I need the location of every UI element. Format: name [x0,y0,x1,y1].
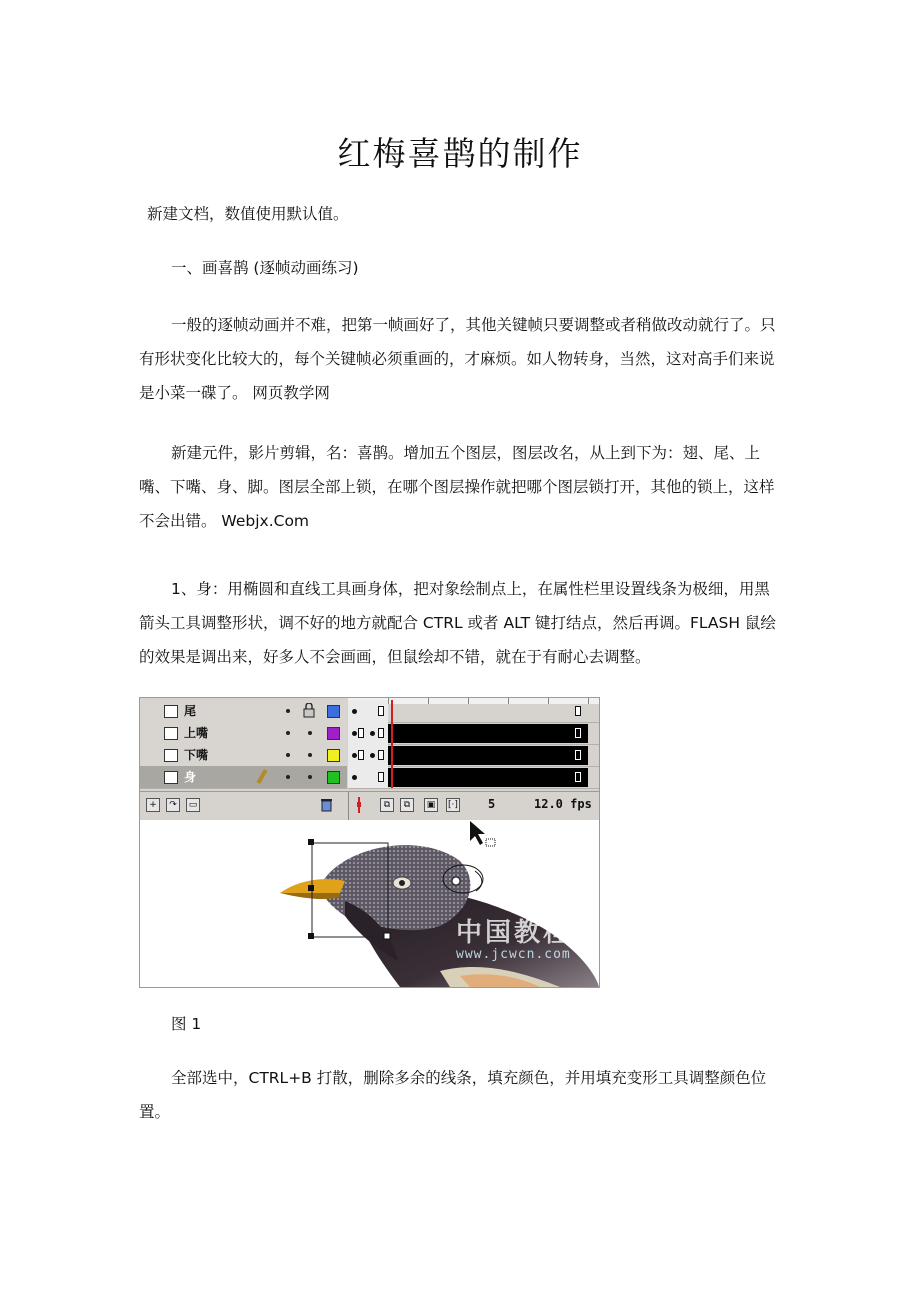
visibility-dot[interactable] [286,753,290,757]
timeline-toolbar [140,791,599,820]
frame-strip[interactable] [348,722,599,745]
watermark-url: www.jcwcn.com [456,947,571,962]
lock-dot[interactable] [308,753,312,757]
layer-row-lower-beak[interactable] [140,744,347,767]
layer-row-body[interactable] [140,766,347,789]
pencil-icon [257,769,268,784]
add-layer-icon[interactable]: + [146,798,160,812]
frame-strip[interactable] [348,766,599,789]
add-guide-layer-icon[interactable]: ↷ [166,798,180,812]
lock-dot[interactable] [308,775,312,779]
layer-color-swatch[interactable] [327,705,340,718]
magpie-drawing [140,821,599,987]
center-frame-icon[interactable] [354,797,364,813]
trash-icon[interactable] [320,798,333,812]
section-heading: 一、画喜鹊 (逐帧动画练习) [171,259,359,277]
figure-flash-screenshot [139,697,600,988]
layer-icon [164,749,178,762]
paragraph-fill: 全部选中，CTRL+B 打散，删除多余的线条，填充颜色，并用填充变形工具调整颜色位置。 [139,1069,767,1121]
frame-strip[interactable] [348,744,599,767]
modify-onion-markers-icon[interactable]: [·] [446,798,460,812]
watermark-chinese: 中国教程 [456,918,573,948]
lock-dot[interactable] [308,731,312,735]
layer-color-swatch[interactable] [327,727,340,740]
visibility-dot[interactable] [286,731,290,735]
paragraph-layers: 新建元件，影片剪辑，名：喜鹊。增加五个图层，图层改名，从上到下为：翅、尾、上嘴、下嘴、身、脚。图层全部上锁，在哪个图层操作就把哪个图层锁打开，其他的锁上，这样不会出错。 Webjx.Com [139,444,775,530]
timeline-panel [140,698,599,820]
layer-name: 上嘴 [184,726,209,740]
layer-icon [164,727,178,740]
edit-multiple-frames-icon[interactable]: ▣ [424,798,438,812]
layer-color-swatch[interactable] [327,749,340,762]
layer-color-swatch[interactable] [327,771,340,784]
layer-row-upper-beak[interactable] [140,722,347,745]
frame-rate: 12.0 fps [534,797,592,811]
layer-icon [164,771,178,784]
layer-icon [164,705,178,718]
current-frame: 5 [488,797,496,811]
lock-icon[interactable] [303,703,315,718]
paragraph-new-doc: 新建文档，数值使用默认值。 [147,205,349,223]
add-folder-icon[interactable]: ▭ [186,798,200,812]
layer-name: 下嘴 [184,748,209,762]
onion-skin-icon[interactable]: ⧉ [380,798,394,812]
layer-name: 尾 [184,704,197,718]
visibility-dot[interactable] [286,775,290,779]
frame-strip[interactable] [348,700,599,723]
layer-row-tail[interactable] [140,700,347,723]
paragraph-body-step: 1、身：用椭圆和直线工具画身体，把对象绘制点上，在属性栏里设置线条为极细，用黑箭头工具调整形状，调不好的地方就配合 CTRL 或者 ALT 键打结点，然后再调。FLASH 鼠绘的效果是调出来，好多人不会画画，但鼠绘却不错，就在于有耐心去调整。 [139,580,776,666]
visibility-dot[interactable] [286,709,290,713]
onion-outline-icon[interactable]: ⧉ [400,798,414,812]
figure-caption: 图 1 [171,1015,202,1033]
paragraph-intro: 一般的逐帧动画并不难，把第一帧画好了，其他关键帧只要调整或者稍做改动就行了。只有形状变化比较大的，每个关键帧必须重画的，才麻烦。如人物转身，当然，这对高手们来说是小菜一碟了。 网页教学网 [139,316,776,402]
stage-canvas[interactable] [140,821,599,987]
layer-name: 身 [184,770,197,784]
page-title: 红梅喜鹊的制作 [337,134,583,173]
